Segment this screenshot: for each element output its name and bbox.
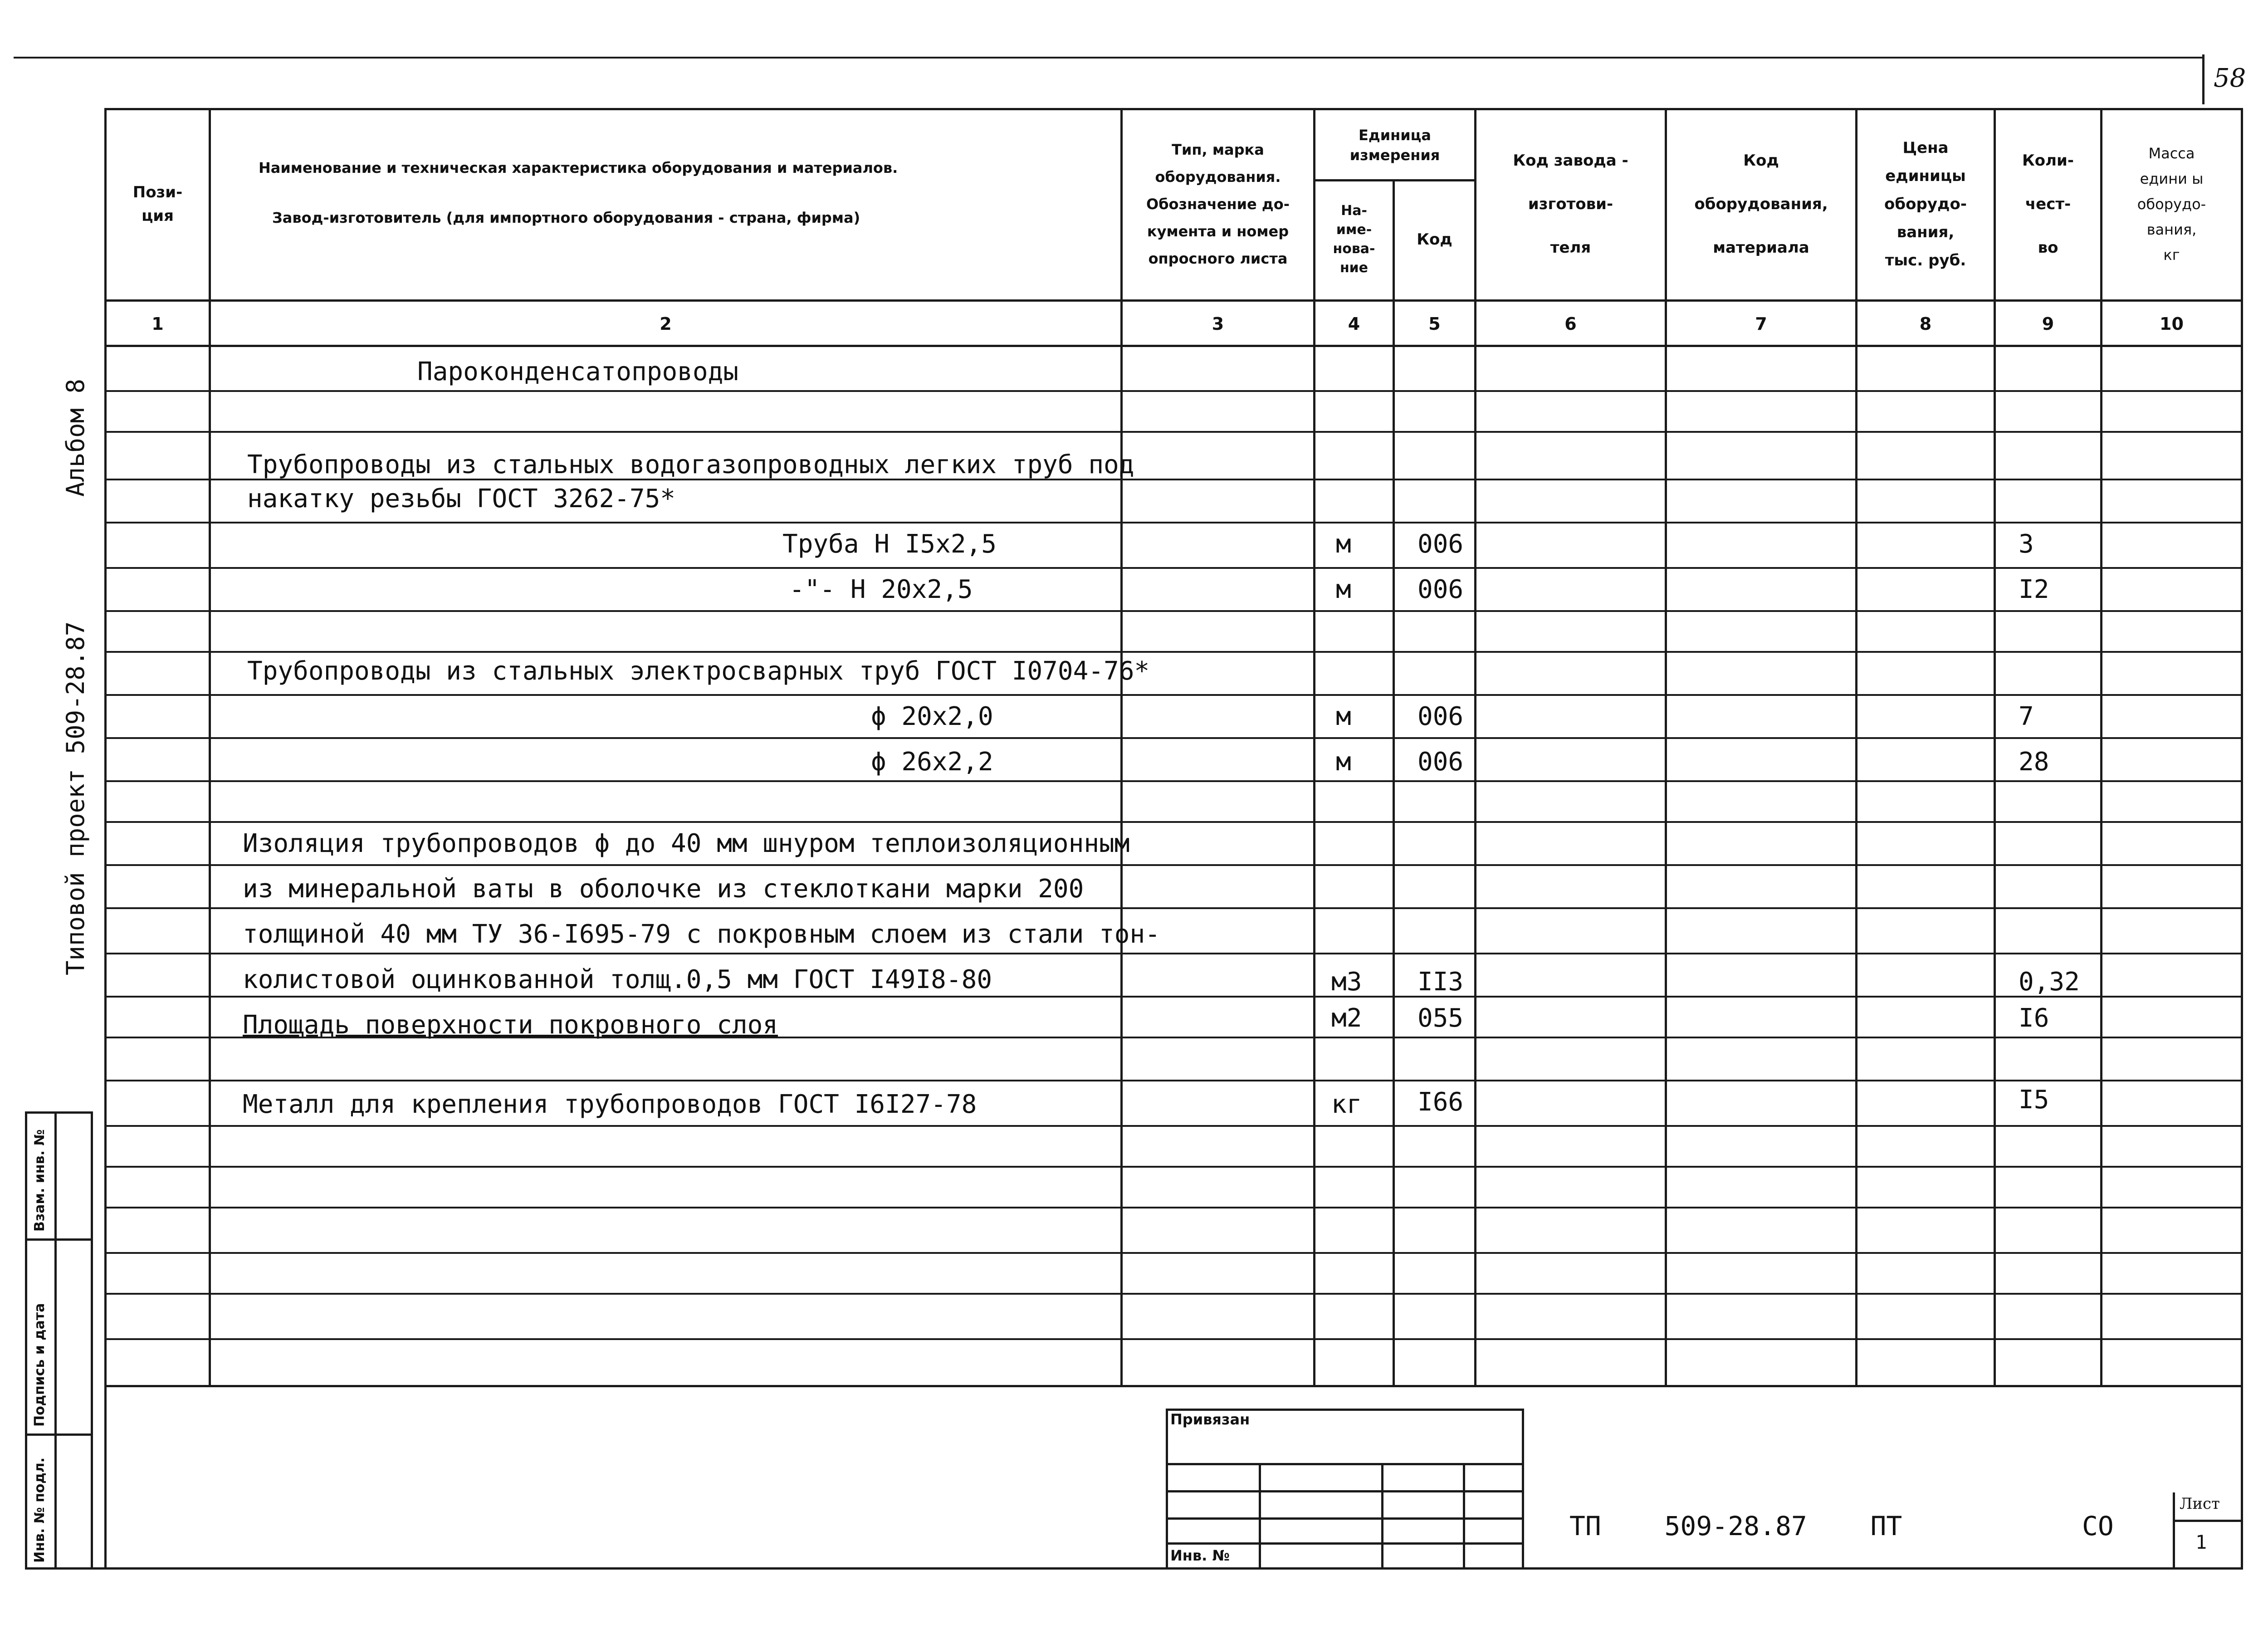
tb-line: [1463, 1463, 1465, 1567]
row-unit: м: [1336, 702, 1351, 731]
row-text: накатку резьбы ГОСТ 3262-75*: [247, 484, 676, 514]
stamp-label-inv-podl: Инв. № подл.: [32, 1457, 48, 1563]
tb-line: [1259, 1463, 1261, 1567]
row-unit: кг: [1331, 1090, 1362, 1119]
title-block-list-label: Лист: [2180, 1495, 2220, 1513]
header-unit-name: На- име- нова- ние: [1333, 202, 1375, 276]
row-text: Металл для крепления трубопроводов ГОСТ I6I27-78: [243, 1090, 977, 1119]
table-row-line: [104, 694, 2241, 696]
row-code: 006: [1418, 747, 1464, 777]
page-number-divider: [2202, 54, 2204, 104]
tb-line: [2173, 1520, 2241, 1522]
row-unit: м: [1336, 575, 1351, 604]
row-code: 006: [1418, 702, 1464, 731]
table-row-line: [104, 1080, 2241, 1081]
row-unit: м: [1336, 747, 1351, 777]
row-unit: м3: [1331, 967, 1362, 997]
stamp-label-vzam: Взам. инв. №: [32, 1129, 48, 1232]
stamp-border-mid: [54, 1111, 57, 1570]
table-row-line: [104, 1252, 2241, 1254]
stamp-line: [25, 1567, 93, 1570]
stamp-line: [25, 1433, 93, 1436]
row-unit: м: [1336, 529, 1351, 559]
row-text: Изоляция трубопроводов ϕ до 40 мм шнуром теплоизоляционным: [243, 829, 1130, 858]
row-qty: 3: [2019, 529, 2034, 559]
header-unit-code: Код: [1417, 230, 1452, 249]
header-unit-price: Цена единицы оборудо- вания, тыс. руб.: [1884, 139, 1967, 269]
page-number: 58: [2214, 64, 2246, 93]
row-code: 055: [1418, 1003, 1464, 1033]
table-row-line: [104, 522, 2241, 523]
header-type: Тип, марка оборудования. Обозначение до- кумента и номер опросного листа: [1146, 141, 1290, 267]
column-number: 9: [2042, 314, 2054, 334]
tb-line: [1166, 1542, 1524, 1545]
table-row-line: [104, 1166, 2241, 1168]
row-text: Труба Н I5х2,5: [782, 529, 997, 559]
table-row-line: [104, 1338, 2241, 1340]
row-qty: I2: [2019, 575, 2049, 604]
stamp-border-right: [91, 1111, 93, 1570]
row-qty: I5: [2019, 1085, 2049, 1115]
header-bottom: [104, 299, 2241, 302]
side-label-album: Альбом 8: [61, 378, 90, 497]
row-qty: 0,32: [2019, 967, 2080, 997]
table-row-line: [104, 953, 2241, 954]
column-number: 1: [152, 314, 164, 334]
row-text: ϕ 20х2,0: [871, 702, 993, 731]
stamp-label-podpis: Подпись и дата: [32, 1303, 48, 1427]
tb-line: [2173, 1492, 2175, 1567]
row-qty: 7: [2019, 702, 2034, 731]
column-number: 10: [2160, 314, 2184, 334]
table-bottom-border: [91, 1567, 2243, 1570]
row-qty: I6: [2019, 1003, 2049, 1033]
column-number: 6: [1564, 314, 1577, 334]
table-row-line: [104, 1293, 2241, 1295]
table-row-line: [104, 651, 2241, 653]
row-text: Трубопроводы из стальных водогазопроводных легких труб под: [247, 450, 1134, 479]
row-qty: 28: [2019, 747, 2049, 777]
title-block-privyazan: Привязан: [1170, 1411, 1250, 1428]
side-label-project: Типовой проект 509-28.87: [61, 621, 90, 975]
row-text: -"- Н 20х2,5: [789, 575, 973, 604]
table-row-line: [104, 610, 2241, 612]
row-text: колистовой оцинкованной толщ.0,5 мм ГОСТ I49I8-80: [243, 965, 992, 994]
table-row-line: [104, 390, 2241, 392]
column-number: 2: [660, 314, 672, 334]
table-row-line: [104, 1207, 2241, 1208]
column-number: 4: [1348, 314, 1360, 334]
row-text: Трубопроводы из стальных электросварных труб ГОСТ I0704-76*: [247, 656, 1150, 686]
tb-line: [1166, 1517, 1524, 1520]
header-name-line1: Наименование и техническая характеристика оборудования и материалов.: [259, 159, 898, 176]
table-row-line: [104, 431, 2241, 433]
row-text: ϕ 26х2,2: [871, 747, 993, 777]
row-text: Площадь поверхности покровного слоя: [243, 1010, 778, 1040]
row-text: из минеральной ваты в оболочке из стеклоткани марки 200: [243, 874, 1084, 904]
col-sep: [1393, 179, 1395, 1385]
header-factory-code: Код завода - изготови- теля: [1513, 152, 1628, 257]
table-row-line: [104, 864, 2241, 866]
title-block-sheet-code: СО: [2082, 1511, 2114, 1541]
row-unit: м2: [1331, 1003, 1362, 1033]
header-quantity: Коли- чест- во: [2022, 152, 2074, 257]
table-right-border: [2241, 108, 2243, 1570]
table-row-line: [104, 907, 2241, 909]
table-top-border: [104, 108, 2241, 110]
column-number: 8: [1919, 314, 1932, 334]
row-code: I66: [1418, 1087, 1464, 1117]
table-row-line: [104, 1125, 2241, 1127]
table-row-line: [104, 996, 2241, 998]
title-block-list-number: 1: [2195, 1531, 2207, 1553]
column-number: 7: [1755, 314, 1767, 334]
stamp-border-left: [25, 1111, 27, 1570]
row-text: толщиной 40 мм ТУ 36-I695-79 с покровным слоем из стали тон-: [243, 920, 1160, 949]
table-row-line: [104, 780, 2241, 782]
title-block-designation: ТП 509-28.87 ПТ: [1569, 1511, 1902, 1541]
row-code: 006: [1418, 575, 1464, 604]
row-text-section-title: Пароконденсатопроводы: [417, 357, 739, 386]
tb-line: [1381, 1463, 1383, 1567]
row-code: 006: [1418, 529, 1464, 559]
header-name-line2: Завод-изготовитель (для импортного оборудования - страна, фирма): [272, 209, 860, 226]
top-edge-line: [14, 57, 2204, 59]
column-number: 3: [1212, 314, 1224, 334]
colnum-bottom: [104, 345, 2241, 347]
header-equipment-code: Код оборудования, материала: [1694, 152, 1828, 257]
header-position: Пози- ция: [132, 183, 183, 225]
row-code: II3: [1418, 967, 1464, 997]
table-row-line: [104, 737, 2241, 739]
table-row-line: [104, 821, 2241, 823]
stamp-line: [25, 1238, 93, 1241]
column-number: 5: [1428, 314, 1441, 334]
title-block-top: [104, 1385, 2241, 1387]
header-unit-group: Единица измерения: [1349, 127, 1440, 164]
table-row-line: [104, 567, 2241, 569]
tb-line: [1166, 1490, 1524, 1492]
title-block-inv-no: Инв. №: [1170, 1547, 1230, 1564]
tb-line: [1166, 1463, 1524, 1465]
header-mass: Масса едини ы оборудо- вания, кг: [2137, 145, 2206, 264]
stamp-line: [25, 1111, 93, 1114]
